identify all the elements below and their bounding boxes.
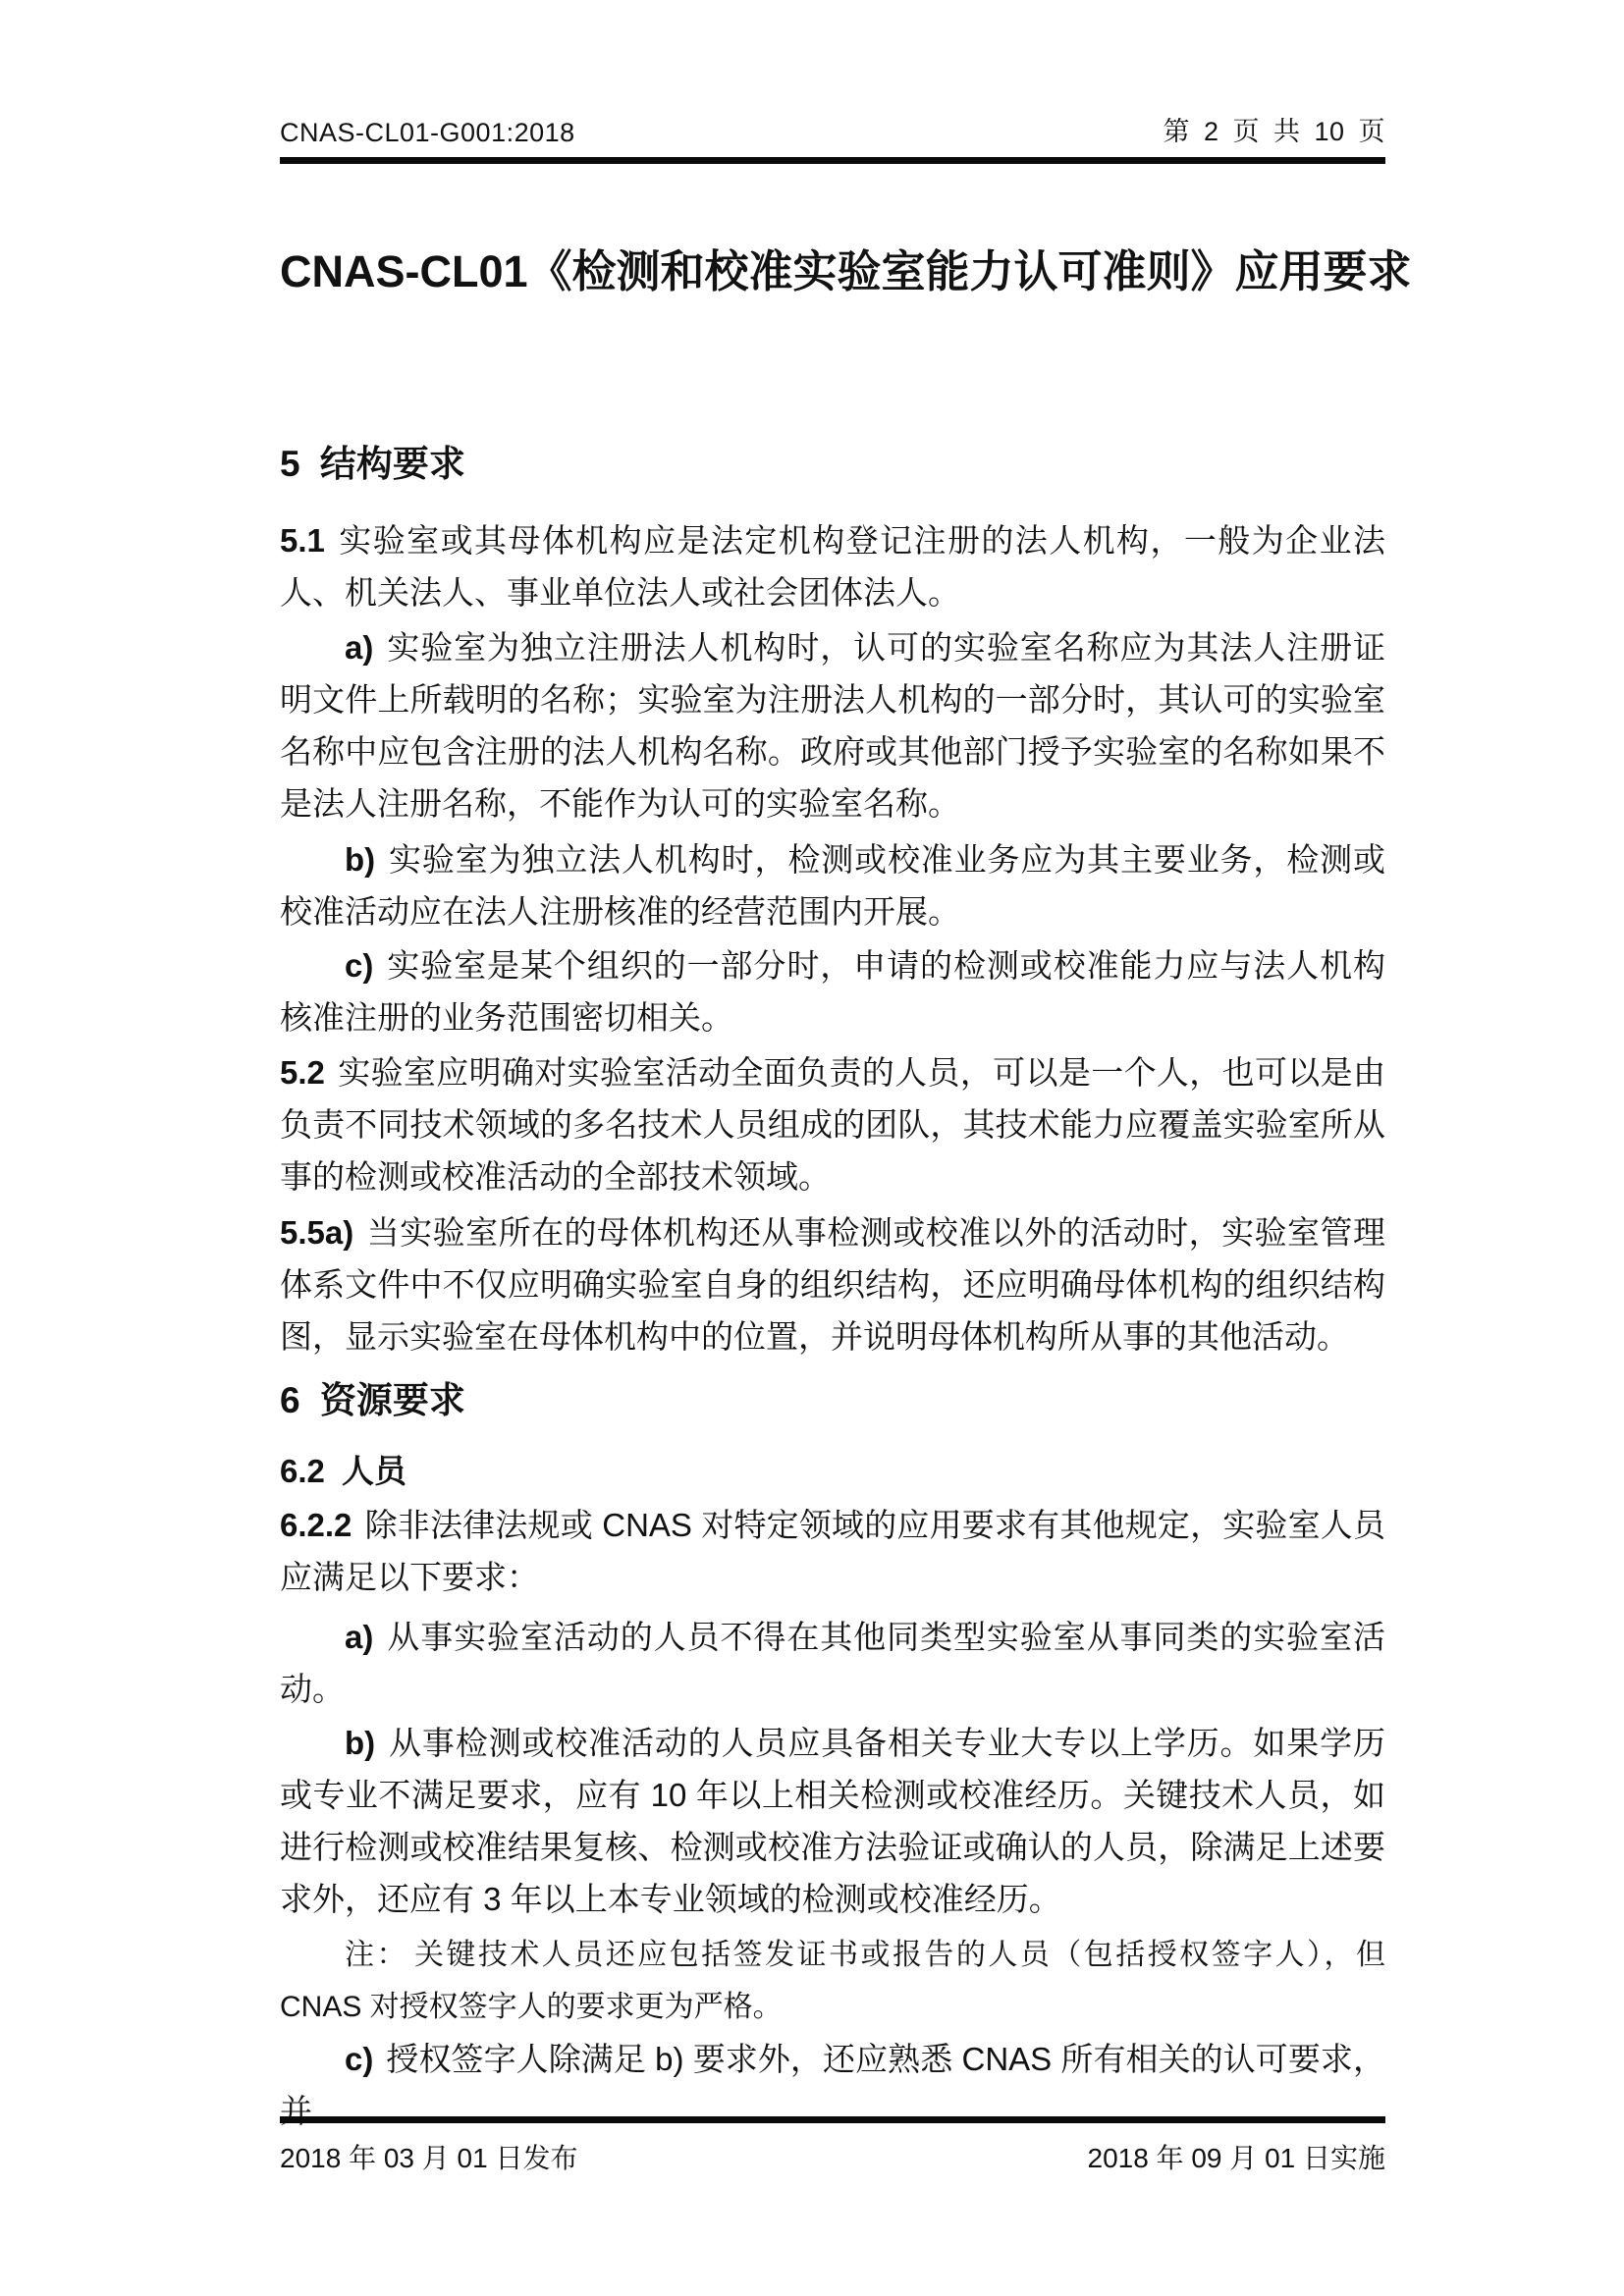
item-c2-label: c) xyxy=(345,2041,374,2077)
item-c-label: c) xyxy=(345,947,374,984)
section-6-heading: 6 资源要求 xyxy=(280,1380,465,1420)
note-paragraph xyxy=(280,1929,1385,2033)
item-b-label: b) xyxy=(345,841,376,878)
note-text: 关键技术人员还应包括签发证书或报告的人员（包括授权签字人），但 CNAS 对授权签字人的要求更为严格。 xyxy=(280,1939,1385,2023)
paragraph-5-1-label: 5.1 xyxy=(280,522,325,559)
footer-implementation-date: 2018 年 09 月 01 日实施 xyxy=(1087,2143,1385,2173)
item-c-text: 实验室是某个组织的一部分时，申请的检测或校准能力应与法人机构核准注册的业务范围密切相关。 xyxy=(280,947,1385,1036)
item-b2-label: b) xyxy=(345,1725,376,1761)
item-a-label: a) xyxy=(345,629,374,666)
item-a2-text: 从事实验室活动的人员不得在其他同类型实验室从事同类的实验室活动。 xyxy=(280,1619,1385,1707)
paragraph-5-5a-label: 5.5a) xyxy=(280,1214,354,1251)
footer-release-date: 2018 年 03 月 01 日发布 xyxy=(280,2143,578,2173)
paragraph-5-2 xyxy=(280,1046,1385,1202)
item-a2-label: a) xyxy=(345,1619,374,1655)
paragraph-5-1-text: 实验室或其母体机构应是法定机构登记注册的法人机构，一般为企业法人、机关法人、事业单位法人或社会团体法人。 xyxy=(280,522,1385,611)
paragraph-5-1-item-b xyxy=(280,833,1385,937)
paragraph-5-2-label: 5.2 xyxy=(280,1054,325,1091)
item-a-text: 实验室为独立注册法人机构时，认可的实验室名称应为其法人注册证明文件上所载明的名称；实验室为注册法人机构的一部分时，其认可的实验室名称中应包含注册的法人机构名称。政府或其他部门授予实验室的名称如果不是法人注册名称，不能作为认可的实验室名称。 xyxy=(280,629,1385,822)
paragraph-5-5a xyxy=(280,1206,1385,1362)
paragraph-5-2-text: 实验室应明确对实验室活动全面负责的人员，可以是一个人，也可以是由负责不同技术领域的多名技术人员组成的团队，其技术能力应覆盖实验室所从事的检测或校准活动的全部技术领域。 xyxy=(280,1054,1385,1195)
page-header xyxy=(280,110,1385,164)
note-label: 注： xyxy=(345,1939,408,1971)
page-footer xyxy=(280,2116,1385,2176)
document-title: CNAS-CL01《检测和校准实验室能力认可准则》应用要求 xyxy=(280,246,1412,296)
paragraph-6-2-2-text: 除非法律法规或 CNAS 对特定领域的应用要求有其他规定，实验室人员应满足以下要求： xyxy=(280,1507,1385,1595)
paragraph-5-1 xyxy=(280,514,1385,618)
header-page-indicator: 第 2 页 共 10 页 xyxy=(1163,117,1385,146)
footer-rule xyxy=(280,2116,1385,2176)
document-body xyxy=(280,243,1412,2137)
item-c2-text: 授权签字人除满足 b) 要求外，还应熟悉 CNAS 所有相关的认可要求，并 xyxy=(280,2041,1385,2129)
paragraph-5-1-item-a xyxy=(280,621,1385,829)
header-doc-code: CNAS-CL01-G001:2018 xyxy=(280,118,575,147)
paragraph-6-2-2-label: 6.2.2 xyxy=(280,1507,352,1543)
paragraph-6-2-2 xyxy=(280,1499,1385,1603)
paragraph-5-1-item-c xyxy=(280,939,1385,1043)
header-rule xyxy=(280,110,1385,164)
paragraph-5-5a-text: 当实验室所在的母体机构还从事检测或校准以外的活动时，实验室管理体系文件中不仅应明确实验室自身的组织结构，还应明确母体机构的组织结构图，显示实验室在母体机构中的位置，并说明母体机构所从事的其他活动。 xyxy=(280,1214,1385,1355)
paragraph-6-2-2-item-a xyxy=(280,1611,1385,1715)
item-b2-text: 从事检测或校准活动的人员应具备相关专业大专以上学历。如果学历或专业不满足要求，应有 10 年以上相关检测或校准经历。关键技术人员，如进行检测或校准结果复核、检测或校准方法验证或确认的人员，除满足上述要求外，还应有 3 年以上本专业领域的检测或校准经历。 xyxy=(280,1725,1385,1917)
paragraph-6-2-2-item-b xyxy=(280,1717,1385,1925)
section-5-heading: 5 结构要求 xyxy=(280,444,465,484)
item-b-text: 实验室为独立法人机构时，检测或校准业务应为其主要业务，检测或校准活动应在法人注册核准的经营范围内开展。 xyxy=(280,841,1385,930)
section-6-2-heading: 6.2 人员 xyxy=(280,1453,407,1489)
